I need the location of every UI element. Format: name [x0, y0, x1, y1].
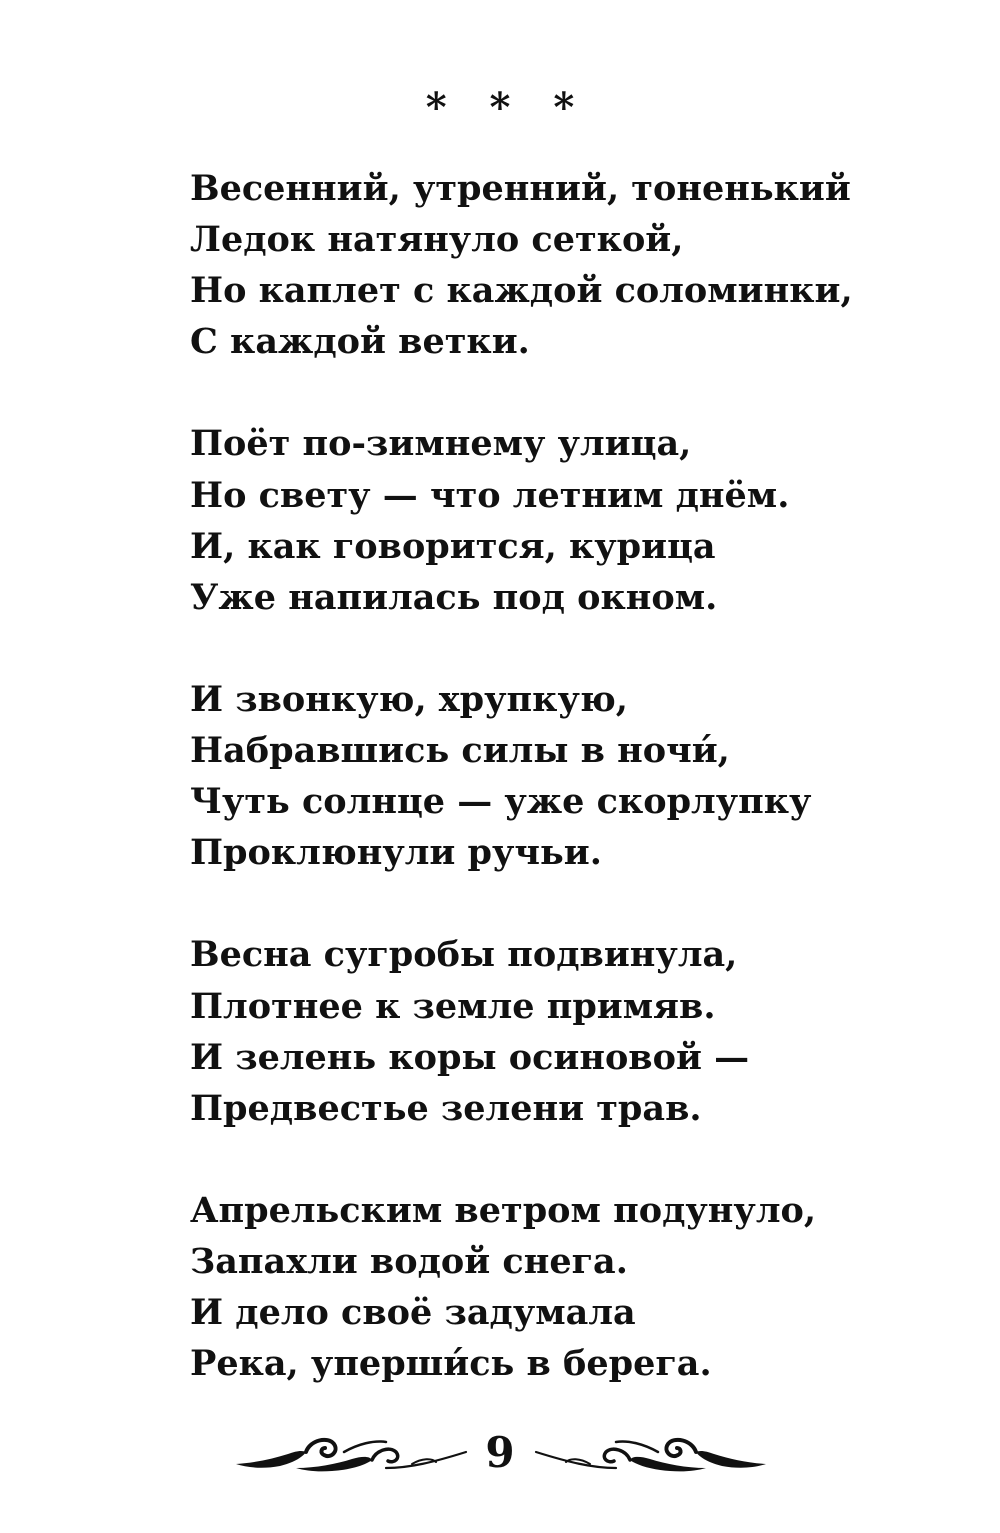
poem-line: Река, уперши́сь в берега. — [190, 1343, 712, 1385]
flourish-left-icon — [236, 1428, 468, 1476]
poem-line: Уже напилась под окном. — [190, 576, 718, 618]
flourish-curl — [372, 1449, 398, 1462]
poem-line: И, как говорится, курица — [190, 525, 716, 567]
flourish-swash — [630, 1457, 706, 1472]
flourish-swash — [236, 1451, 306, 1468]
poem-line: Предвестье зелени трав. — [190, 1087, 702, 1129]
stanza-3 — [190, 674, 970, 878]
flourish-curl — [306, 1440, 336, 1456]
poem-line: Поёт по-зимнему улица, — [190, 423, 692, 465]
poem-line: Плотнее к земле примяв. — [190, 985, 716, 1027]
poem-line: И зелень коры осиновой — — [190, 1036, 750, 1078]
poem-line: С каждой ветки. — [190, 321, 530, 363]
poem — [190, 163, 970, 1440]
stanza-2 — [190, 418, 970, 622]
poem-line: И дело своё задумала — [190, 1292, 636, 1334]
flourish-curl — [604, 1449, 630, 1462]
poem-line: Чуть солнце — уже скорлупку — [190, 781, 812, 823]
poem-line: Набравшись силы в ночи́, — [190, 730, 730, 772]
flourish-curl — [666, 1440, 696, 1456]
section-separator: * * * — [425, 84, 575, 131]
poem-line: Весна сугробы подвинула, — [190, 934, 738, 976]
flourish-group — [536, 1440, 766, 1472]
poem-line: Весенний, утренний, тоненький — [190, 168, 851, 209]
flourish-right-icon — [534, 1428, 766, 1476]
flourish-swash — [296, 1457, 372, 1472]
stanza-5 — [190, 1185, 970, 1389]
stanza-1 — [190, 163, 970, 367]
poem-line: Но каплет с каждой соломинки, — [190, 270, 853, 312]
flourish-group — [236, 1440, 466, 1472]
page-number: 9 — [485, 1428, 515, 1477]
stanza-4 — [190, 929, 970, 1133]
poem-line: Апрельским ветром подунуло, — [190, 1189, 817, 1231]
poem-line: Проклюнули ручьи. — [190, 832, 602, 874]
poem-line: Запахли водой снега. — [190, 1240, 628, 1282]
poem-line: Ледок натянуло сеткой, — [190, 219, 684, 261]
poem-line: И звонкую, хрупкую, — [190, 678, 628, 720]
poem-line: Но свету — что летним днём. — [190, 474, 790, 516]
flourish-swash — [696, 1451, 766, 1468]
